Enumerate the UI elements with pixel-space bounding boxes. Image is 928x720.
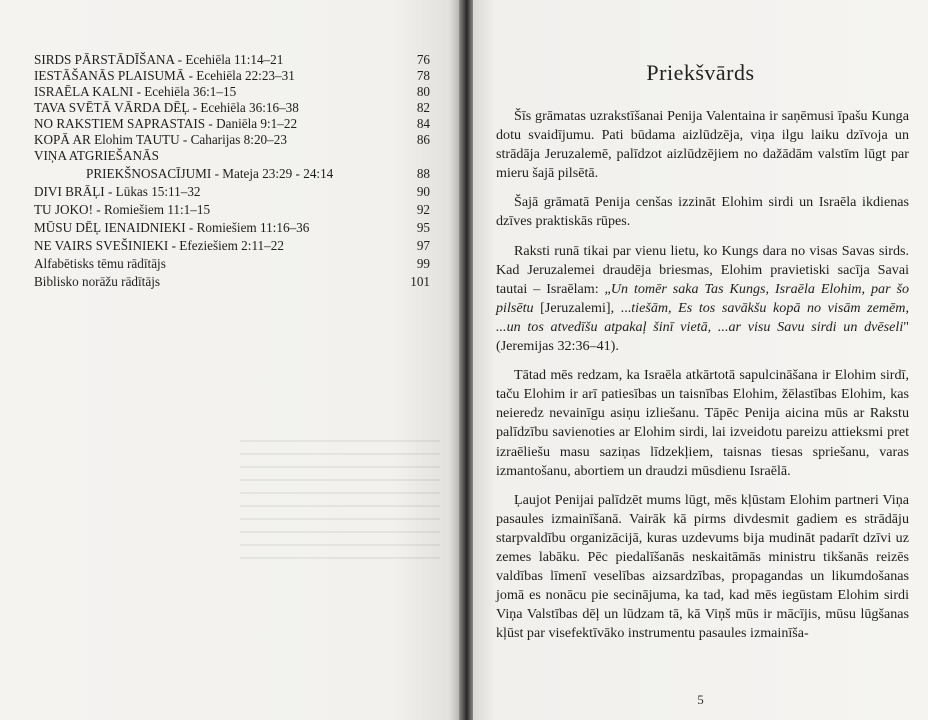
paragraph: Raksti runā tikai par vienu lietu, ko Kungs dara no visas Savas sirds. Kad Jeruzalemei draudēja briesmas, Elohim pravietiski sacīja Savai tautai – Israēlam: „Un tomēr saka Tas Kungs, Israēla Elohim, par šo pilsētu [Jeruzalemi], ...tiešām, Es tos savākšu kopā no visām zemēm, ...un tos atvedīšu atpakaļ šinī vietā, ...ar visu Savu sirdi un dvēseli" (Jeremijas 32:36–41). [496,242,910,355]
book-gutter [459,0,473,720]
toc-entry: NE VAIRS SVEŠINIEKI - Efeziešiem 2:11–22 97 [34,238,430,253]
toc-entry: Alfabētisks tēmu rādītājs 99 [34,256,430,271]
table-of-contents [34,52,434,290]
toc-entry: KOPĀ AR Elohim TAUTU - Caharijas 8:20–23 86 [34,132,430,147]
toc-entry: ISRAĒLA KALNI - Ecehiēla 36:1–15 80 [34,84,430,99]
toc-entry: PRIEKŠNOSACĪJUMI - Mateja 23:29 - 24:14 88 [86,166,430,181]
paragraph: Tātad mēs redzam, ka Israēla atkārtotā sapulcināšana ir Elohim sirdī, taču Elohim ir arī patiesības un taisnības Elohim, žēlastības Elohim, kas neieredz nevainīgu asiņu izliešanu. Tāpēc Penija aicina mūs ar Rakstu palīdzību savienoties ar Elohim sirdi, lai izveidotu pareizu attieksmi pret izraēliešu masu saziņas līdzekļiem, taisnas tiesas spriešanu, varas izmantošanu, abortiem un draudzi mūsdienu Israēlā. [496,367,909,479]
foreword-heading: Priekšvārds [646,60,755,85]
bleed-through-text [240,440,440,570]
paragraph: Šīs grāmatas uzrakstīšanai Penija Valentaina ir saņēmusi īpašu Kunga dotu svaidījumu. Pati būdama aizlūdzēja, viņa ilgu laiku dzīvoja un strādāja Jeruzalemē, palīdzot aizlūdzējiem no dažādām valstīm lūgt par mieru šajā pilsētā. [496,108,909,182]
toc-entry: Biblisko norāžu rādītājs 101 [34,274,430,289]
toc-entry: TU JOKO! - Romiešiem 11:1–15 92 [34,202,430,217]
foreword-body [496,107,909,653]
toc-entry: NO RAKSTIEM SAPRASTAIS - Daniēla 9:1–22 84 [34,116,430,131]
toc-entry: SIRDS PĀRSTĀDĪŠANA - Ecehiēla 11:14–21 76 [34,52,430,67]
toc-entry: IESTĀŠANĀS PLAISUMĀ - Ecehiēla 22:23–31 78 [34,68,430,83]
toc-entry: MŪSU DĒĻ IENAIDNIEKI - Romiešiem 11:16–36 95 [34,220,430,235]
toc-entry: TAVA SVĒTĀ VĀRDA DĒĻ - Ecehiēla 36:16–38 82 [34,100,430,115]
paragraph: Šajā grāmatā Penija cenšas izzināt Elohim sirdi un Israēla ikdienas dzīves praktiskās rūpes. [496,194,909,230]
toc-entry: VIŅA ATGRIEŠANĀS [34,148,159,163]
paragraph: Ļaujot Penijai palīdzēt mums lūgt, mēs kļūstam Elohim partneri Viņa pasaules izmainīšanā. Vairāk kā pirms divdesmit gadiem es strādāju starpvaldību organizācijā, kuras uzdevums bija mudināt padarīt dzīvi uz zemes labāku. Pēc piedalīšanās neskaitāmās ministru tikšanās reizēs valdības līmenī veselības aizsardzības, propagandas un likumdošanas jomā es nonācu pie secinājuma, ka tad, kad mēs iegūstam Elohim sirdi Viņa Valstības dēļ un lūdzam tā, kā Viņš mūs ir mācījis, mūsu lūgšanas kļūst par visefektīvāko instrumentu pasaules izmainīša- [496,491,909,642]
toc-entry: DIVI BRĀĻI - Lūkas 15:11–32 90 [34,184,430,199]
page-number: 5 [697,692,704,707]
